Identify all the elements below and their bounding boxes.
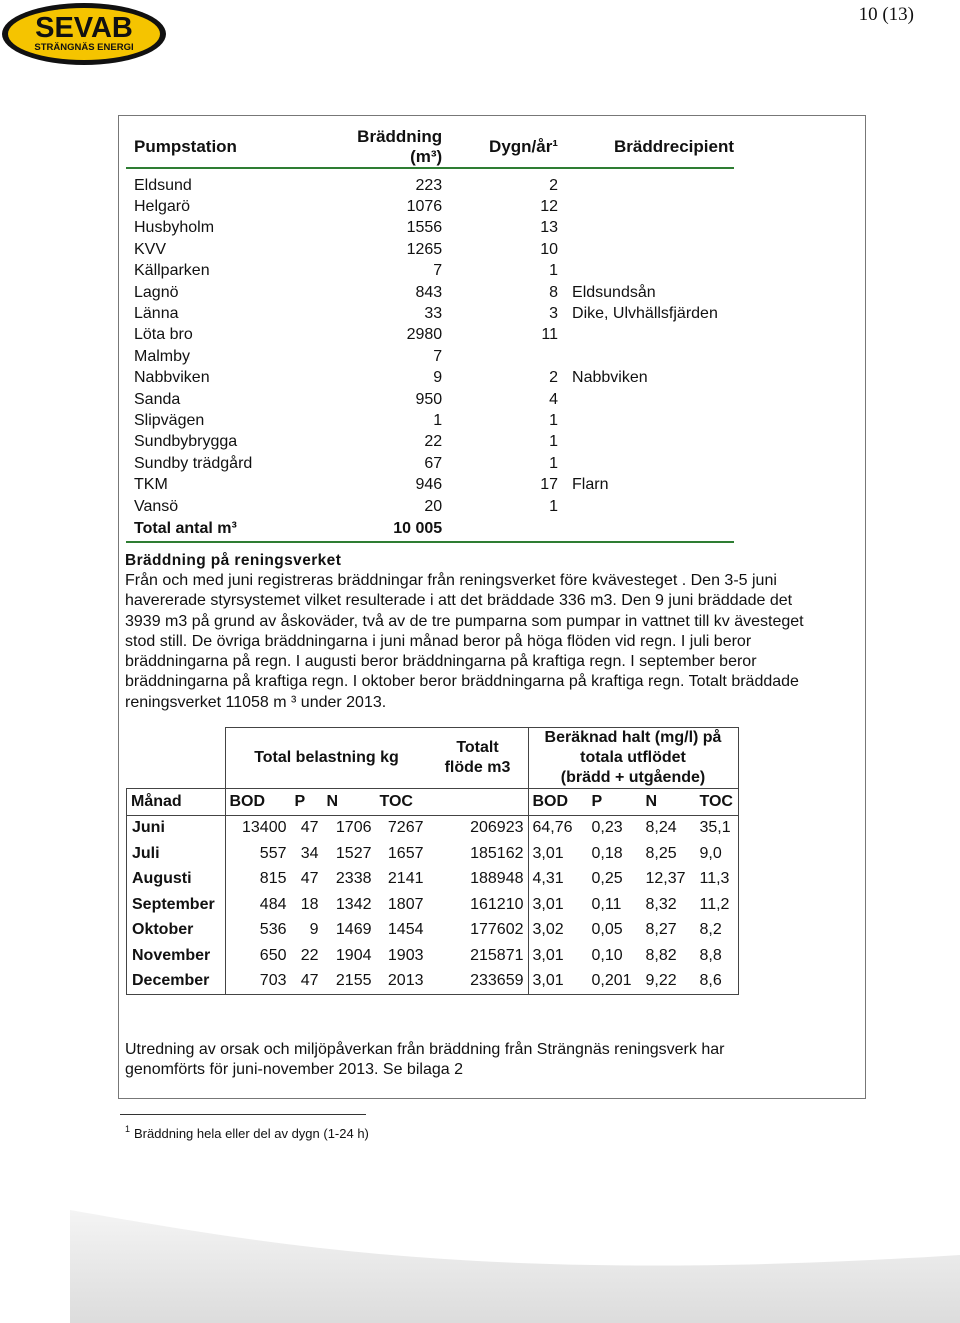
station-name: Källparken [134,262,210,280]
flow-m3: 206923 [470,819,524,837]
recipient: Eldsundsån [572,283,656,301]
bod-conc: 3,01 [528,892,588,918]
station-name: Länna [134,305,179,323]
days-per-year: 2 [549,176,559,194]
toc-conc: 11,3 [696,867,739,893]
table-row [126,474,734,495]
overflow-volume: 22 [424,433,443,451]
overflow-volume: 1556 [406,219,443,237]
sub-header-toc-conc: TOC [696,789,739,816]
logo-subtitle: STRÄNGNÄS ENERGI [34,42,134,53]
footnote-marker: 1 [125,1124,131,1134]
recipient: Nabbviken [572,369,648,387]
overflow-volume: 946 [415,476,443,494]
col-header-pumpstation: Pumpstation [134,137,237,156]
pump-table-body [126,175,734,517]
sub-header-p: P [291,789,323,816]
overflow-volume: 33 [424,305,443,323]
recipient [558,196,734,217]
bod-conc: 3,01 [528,841,588,867]
recipient: Flarn [572,476,609,494]
table-header-row [126,127,734,167]
n-kg: 1469 [335,921,372,939]
sub-header-bod-conc: BOD [528,789,588,816]
table-row [127,918,739,944]
station-name: KVV [134,240,167,258]
bod-kg: 13400 [225,815,291,841]
load-table-body [127,815,739,995]
paragraph-line: bräddningarna på regn. I augusti beror bräddningarna på kraftiga regn. I september beror [125,653,757,671]
recipient [558,453,734,474]
days-per-year: 3 [549,305,559,323]
table-row [126,303,734,324]
p-kg: 47 [300,870,319,888]
overflow-volume: 843 [415,283,443,301]
sub-header-row [127,789,739,816]
toc-conc: 11,2 [696,892,739,918]
sub-header-n: N [323,789,376,816]
bod-conc: 64,76 [528,815,588,841]
table-row [127,892,739,918]
recipient [558,218,734,239]
station-name: Husbyholm [134,219,215,237]
toc-conc: 8,6 [696,969,739,995]
month: Juli [127,841,226,867]
group-header-load: Total belastning kg [225,728,428,789]
recipient [558,261,734,282]
table-row [126,346,734,367]
toc-kg: 7267 [387,819,424,837]
table-row [126,218,734,239]
bod-kg: 536 [225,918,291,944]
flow-m3: 185162 [470,844,524,862]
station-name: Eldsund [134,176,192,194]
toc-kg: 1903 [387,946,424,964]
n-kg: 1706 [335,819,372,837]
section-paragraph [125,571,860,713]
sub-header-bod: BOD [225,789,291,816]
n-conc: 12,37 [645,870,686,888]
toc-conc: 35,1 [696,815,739,841]
total-label: Total antal m³ [134,520,237,538]
days-per-year: 2 [549,369,559,387]
station-name: TKM [134,476,168,494]
days-per-year: 1 [549,497,559,515]
note-line: genomförts för juni-november 2013. Se bilaga 2 [125,1061,463,1079]
paragraph-line: reningsverket 11058 m ³ under 2013. [125,693,387,711]
recipient [558,410,734,431]
p-conc: 0,18 [591,844,623,862]
station-name: Sundbybrygga [134,433,238,451]
table-row [127,943,739,969]
flow-header-line1: Totalt [456,739,499,756]
p-conc: 0,25 [591,870,623,888]
p-conc: 0,23 [591,819,623,837]
n-kg: 2338 [335,870,372,888]
n-conc: 8,24 [645,819,677,837]
toc-kg: 2141 [387,870,424,888]
station-name: Löta bro [134,326,193,344]
conc-header-line1: Beräknad halt (mg/l) på [544,729,722,746]
month: Juni [127,815,226,841]
table-row [127,815,739,841]
recipient [558,325,734,346]
table-row [126,410,734,431]
flow-header-line2: flöde m3 [444,759,511,776]
sub-header-toc: TOC [376,789,428,816]
table-row [126,389,734,410]
group-header-row [127,728,739,789]
days-per-year: 1 [549,411,559,429]
days-per-year: 1 [549,454,559,472]
station-name: Sundby trädgård [134,454,253,472]
table-row [126,325,734,346]
month: November [127,943,226,969]
table-row [126,239,734,260]
n-conc: 9,22 [642,969,696,995]
month: December [127,969,226,995]
toc-conc: 8,8 [696,943,739,969]
overflow-volume: 1 [433,411,443,429]
n-kg: 1342 [335,895,372,913]
table-row [126,453,734,474]
n-kg: 1527 [335,844,372,862]
month: September [127,892,226,918]
recipient [558,175,734,196]
sevab-logo [0,0,170,70]
n-conc: 8,82 [645,946,677,964]
group-header-concentration [528,728,738,789]
footnote-text: Bräddning hela eller del av dygn (1-24 h) [134,1126,369,1141]
overflow-volume: 950 [415,390,443,408]
p-conc: 0,201 [588,969,642,995]
p-conc: 0,05 [591,921,623,939]
table-row [126,282,734,303]
table-row [127,867,739,893]
days-per-year: 12 [540,198,559,216]
station-name: Lagnö [134,283,179,301]
recipient [558,389,734,410]
bod-conc: 3,02 [528,918,588,944]
decorative-wave [70,1205,960,1323]
table-row [127,841,739,867]
days-per-year: 10 [540,240,559,258]
flow-m3: 233659 [428,969,529,995]
page-number: 10 (13) [858,4,914,25]
investigation-note [125,1040,724,1081]
overflow-volume: 67 [424,454,443,472]
col-header-recipient: Bräddrecipient [614,137,734,156]
p-kg: 9 [309,921,319,939]
month: Augusti [127,867,226,893]
sub-header-n-conc: N [642,789,696,816]
pump-station-table [126,127,734,543]
note-line: Utredning av orsak och miljöpåverkan från bräddning från Strängnäs reningsverk har [125,1041,725,1058]
days-per-year: 4 [549,390,559,408]
table-row [126,368,734,389]
n-kg: 2155 [323,969,376,995]
paragraph-line: stod still. De övriga bräddningarna i juni månad beror på höga flöden vid regn. I juli beror [125,632,752,650]
col-header-dygn: Dygn/år¹ [489,137,559,156]
total-rule [126,542,734,543]
flow-m3: 188948 [470,870,524,888]
toc-kg: 1657 [387,844,424,862]
bod-kg: 815 [225,867,291,893]
table-row [126,175,734,196]
flow-m3: 177602 [470,921,524,939]
footnote [125,1124,369,1141]
bod-conc: 3,01 [528,943,588,969]
toc-kg: 2013 [376,969,428,995]
recipient [558,496,734,517]
days-per-year: 8 [549,283,559,301]
sub-header-month: Månad [127,789,226,816]
days-per-year [442,346,558,367]
station-name: Helgarö [134,198,191,216]
station-name: Nabbviken [134,369,210,387]
recipient [558,432,734,453]
col-header-braddning: Bräddning (m³) [357,127,443,166]
days-per-year: 1 [549,433,559,451]
overflow-volume: 7 [433,262,443,280]
sub-header-p-conc: P [588,789,642,816]
recipient: Dike, Ulvhällsfjärden [572,305,718,323]
days-per-year: 1 [549,262,559,280]
table-row [126,196,734,217]
flow-m3: 161210 [470,895,524,913]
flow-m3: 215871 [470,946,524,964]
p-kg: 47 [291,969,323,995]
month: Oktober [127,918,226,944]
bod-conc: 4,31 [528,867,588,893]
n-kg: 1904 [335,946,372,964]
group-header-flow [428,728,529,789]
paragraph-line: 3939 m3 på grund av åskoväder, två av de tre pumparna som pumpar in vattnet till kv ävesteget [125,612,804,630]
bod-kg: 650 [225,943,291,969]
days-per-year: 11 [541,326,559,344]
p-conc: 0,11 [591,895,622,913]
toc-kg: 1454 [387,921,424,939]
table-row [127,969,739,995]
overflow-volume: 20 [424,497,443,515]
n-conc: 8,32 [645,895,677,913]
overflow-volume: 2980 [406,326,443,344]
overflow-volume: 9 [433,369,443,387]
paragraph-line: havererade styrsystemet vilket resulterade i att det bräddade 336 m3. Den 9 juni bräddade det [125,592,793,610]
toc-kg: 1807 [387,895,424,913]
overflow-volume: 223 [415,176,443,194]
paragraph-line: Från och med juni registreras bräddningar från reningsverket före kvävesteget . Den 3-5 juni [125,572,777,589]
table-row [126,261,734,282]
toc-conc: 9,0 [696,841,739,867]
station-name: Sanda [134,390,181,408]
n-conc: 8,27 [645,921,677,939]
overflow-volume: 1265 [406,240,443,258]
load-table [126,727,739,995]
station-name: Malmby [134,347,191,365]
toc-conc: 8,2 [696,918,739,944]
bod-kg: 557 [225,841,291,867]
total-value: 10 005 [393,520,443,538]
days-per-year: 17 [540,476,559,494]
n-conc: 8,25 [645,844,677,862]
total-row [126,517,734,542]
overflow-volume: 7 [433,347,443,365]
station-name: Slipvägen [134,411,205,429]
station-name: Vansö [134,497,179,515]
paragraph-line: bräddningarna på kraftiga regn. I oktober beror bräddningarna på kraftiga regn. Totalt bräddade [125,673,799,691]
p-kg: 18 [300,895,319,913]
p-kg: 22 [300,946,319,964]
days-per-year: 13 [540,219,559,237]
bod-kg: 703 [225,969,291,995]
recipient [558,346,734,367]
overflow-volume: 1076 [406,198,443,216]
p-conc: 0,10 [591,946,623,964]
footnote-divider [120,1114,366,1115]
p-kg: 47 [300,819,319,837]
section-title: Bräddning på reningsverket [125,552,342,569]
bod-kg: 484 [225,892,291,918]
table-row [126,496,734,517]
p-kg: 34 [300,844,319,862]
logo-name: SEVAB [35,12,133,44]
table-row [126,432,734,453]
bod-conc: 3,01 [528,969,588,995]
conc-header-line2: totala utflödet [580,749,686,766]
sub-header-flow [428,789,529,816]
recipient [558,239,734,260]
conc-header-line3: (brädd + utgående) [560,769,706,786]
